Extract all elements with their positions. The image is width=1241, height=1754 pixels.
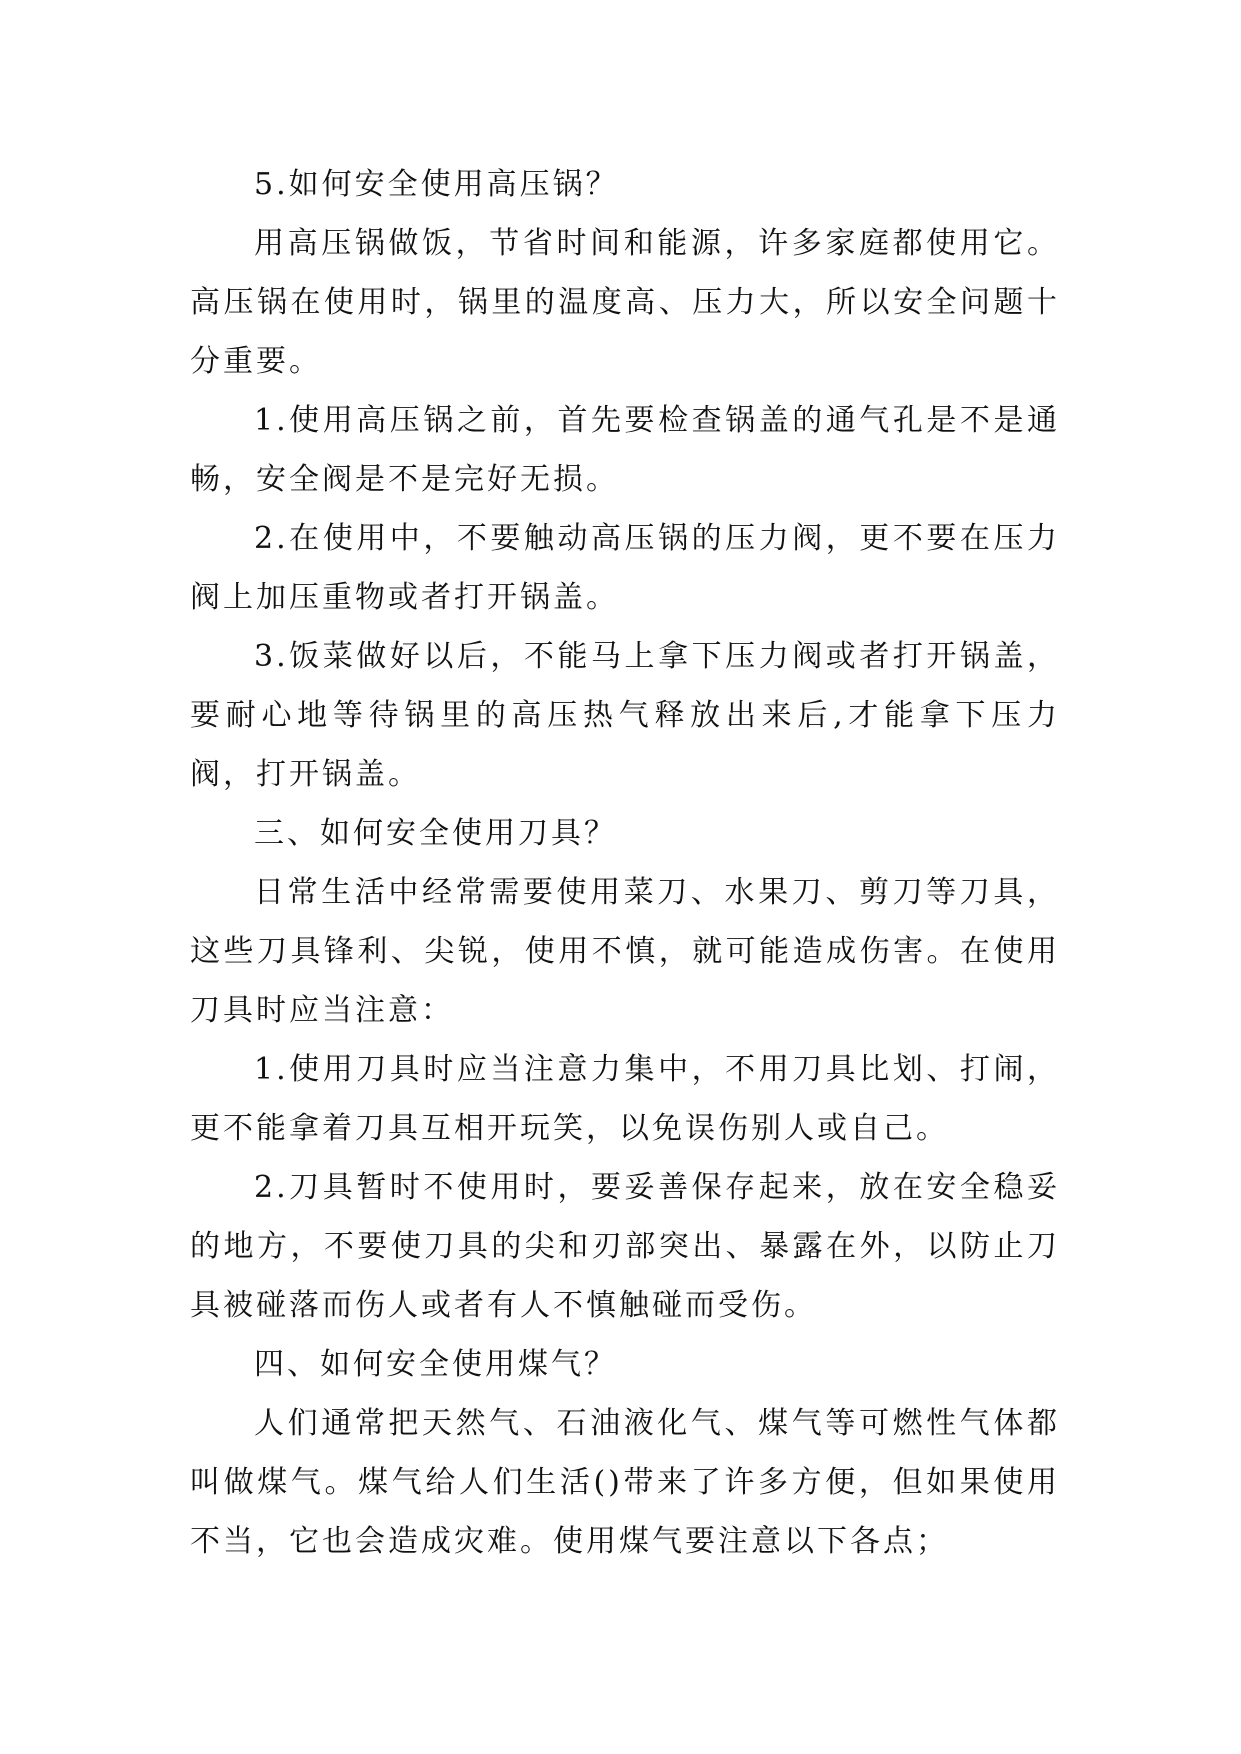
list-item: 1.使用刀具时应当注意力集中，不用刀具比划、打闹，更不能拿着刀具互相开玩笑，以免误伤别人或自己。 — [190, 1052, 1060, 1146]
list-item: 3.饭菜做好以后，不能马上拿下压力阀或者打开锅盖，要耐心地等待锅里的高压热气释放出来后,才能拿下压力阀，打开锅盖。 — [190, 639, 1060, 792]
list-item: 1.使用高压锅之前，首先要检查锅盖的通气孔是不是通畅，安全阀是不是完好无损。 — [190, 403, 1060, 497]
paragraph: 日常生活中经常需要使用菜刀、水果刀、剪刀等刀具，这些刀具锋利、尖锐，使用不慎，就可能造成伤害。在使用刀具时应当注意： — [190, 875, 1060, 1028]
section-heading-pressure-cooker: 5.如何安全使用高压锅？ — [254, 167, 619, 202]
section-heading-gas: 四、如何安全使用煤气？ — [254, 1347, 617, 1382]
document-body — [190, 155, 1060, 1571]
paragraph: 用高压锅做饭，节省时间和能源，许多家庭都使用它。高压锅在使用时，锅里的温度高、压力大，所以安全问题十分重要。 — [190, 226, 1060, 379]
list-item: 2.刀具暂时不使用时，要妥善保存起来，放在安全稳妥的地方，不要使刀具的尖和刃部突出、暴露在外，以防止刀具被碰落而伤人或者有人不慎触碰而受伤。 — [190, 1170, 1060, 1323]
paragraph: 人们通常把天然气、石油液化气、煤气等可燃性气体都叫做煤气。煤气给人们生活()带来了许多方便，但如果使用不当，它也会造成灾难。使用煤气要注意以下各点； — [190, 1406, 1060, 1559]
section-heading-knives: 三、如何安全使用刀具？ — [254, 816, 617, 851]
list-item: 2.在使用中，不要触动高压锅的压力阀，更不要在压力阀上加压重物或者打开锅盖。 — [190, 521, 1060, 615]
